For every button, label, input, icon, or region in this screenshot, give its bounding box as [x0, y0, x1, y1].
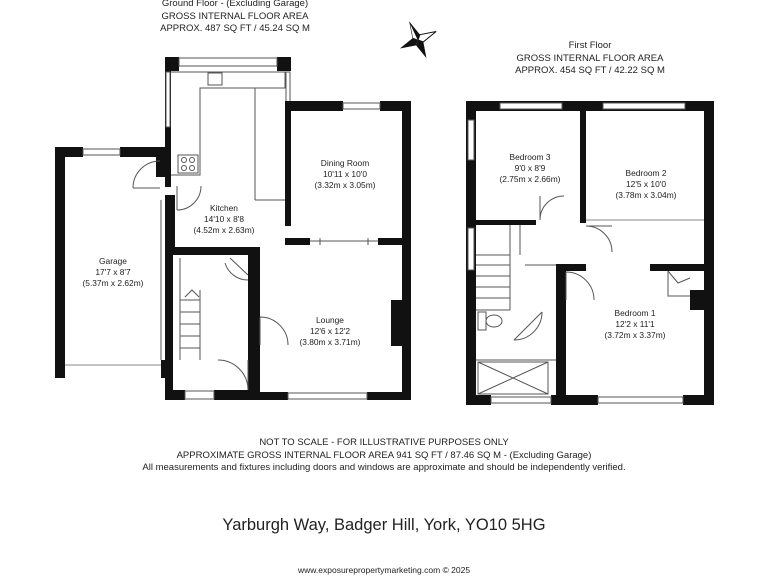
property-address: Yarburgh Way, Badger Hill, York, YO10 5HG	[222, 516, 546, 534]
kitchen-window	[179, 58, 277, 66]
first-floor-plan	[466, 101, 714, 405]
ground-floor-header	[125, 0, 345, 36]
bedroom2-door-swing	[586, 226, 612, 252]
toilet-icon	[478, 312, 486, 330]
staircase-first	[476, 225, 556, 310]
dining-room-walls	[285, 101, 411, 400]
first-floor-area-value: APPROX. 454 SQ FT / 42.22 SQ M	[515, 65, 665, 76]
garage-door-swing	[133, 161, 160, 188]
website-footer: www.exposurepropertymarketing.com © 2025	[297, 565, 471, 575]
bathroom-door-swing	[514, 312, 542, 340]
note-total-area: APPROXIMATE GROSS INTERNAL FLOOR AREA 941 SQ FT / 87.46 SQ M - (Excluding Garage)	[176, 449, 592, 461]
first-floor-header	[480, 40, 700, 78]
disclaimer-notes	[0, 437, 768, 475]
compass-rose-icon	[391, 13, 444, 66]
lounge-window	[288, 393, 367, 399]
hob-icon	[178, 155, 198, 173]
room-label-bedroom1: Bedroom 1 12'2 x 11'1 (3.72m x 3.37m)	[604, 308, 666, 340]
note-verification: All measurements and fixtures including doors and windows are approximate and should be independently verified.	[142, 462, 626, 473]
staircase-ground	[180, 258, 200, 360]
garage-window	[83, 149, 120, 155]
bedroom3-door-swing	[540, 196, 564, 220]
sink-icon	[208, 73, 222, 85]
room-label-kitchen: Kitchen 14'10 x 8'8 (4.52m x 2.63m)	[193, 203, 255, 235]
bedroom3-window	[500, 103, 562, 109]
front-door-swing	[218, 360, 248, 390]
ground-floor-title: Ground Floor - (Excluding Garage)	[161, 0, 309, 9]
bedroom1-door-swing	[566, 272, 594, 300]
note-not-to-scale: NOT TO SCALE - FOR ILLUSTRATIVE PURPOSES ONLY	[259, 437, 509, 448]
room-label-dining: Dining Room 10'11 x 10'0 (3.32m x 3.05m)	[314, 158, 376, 190]
hall-door-swing	[225, 258, 248, 280]
first-floor-area-label: GROSS INTERNAL FLOOR AREA	[516, 52, 664, 64]
ground-floor-area-label: GROSS INTERNAL FLOOR AREA	[161, 10, 309, 22]
room-label-lounge: Lounge 12'6 x 12'2 (3.80m x 3.71m)	[299, 315, 361, 347]
dining-window	[343, 103, 380, 109]
wardrobe	[668, 271, 690, 296]
room-label-bedroom2: Bedroom 2 12'5 x 10'0 (3.78m x 3.04m)	[615, 168, 677, 200]
bedroom1-window	[598, 397, 683, 403]
first-floor-title: First Floor	[568, 40, 612, 51]
room-label-garage: Garage 17'7 x 8'7 (5.37m x 2.62m)	[82, 256, 144, 288]
bedroom2-window	[603, 103, 685, 109]
kitchen-counter	[171, 72, 285, 175]
first-floor-walls	[466, 101, 714, 405]
room-label-bedroom3: Bedroom 3 9'0 x 8'9 (2.75m x 2.66m)	[499, 152, 561, 184]
ground-floor-area-value: APPROX. 487 SQ FT / 45.24 SQ M	[160, 23, 310, 34]
